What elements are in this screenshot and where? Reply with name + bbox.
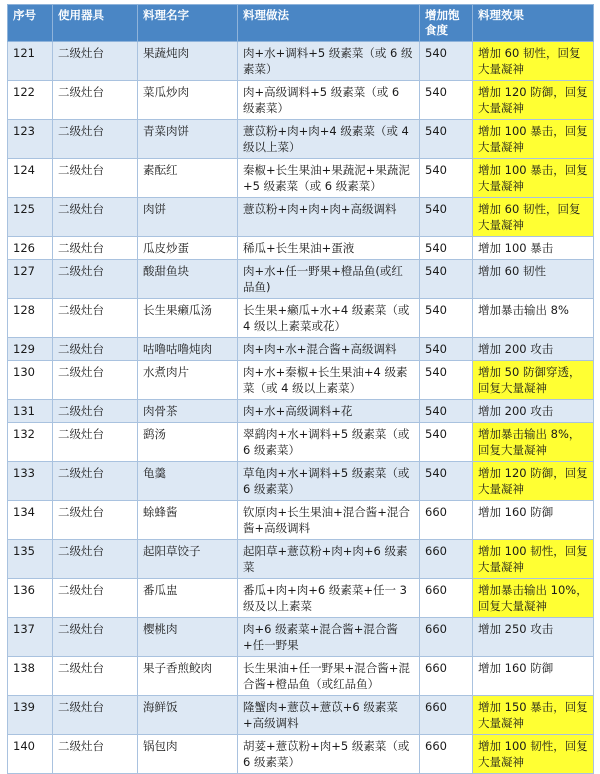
- cell-id: 125: [8, 198, 53, 237]
- cell-dish-name: 青菜肉饼: [138, 120, 238, 159]
- cell-id: 126: [8, 237, 53, 260]
- cell-effect: 增加 100 暴击，回复大量凝神: [473, 120, 594, 159]
- cell-id: 135: [8, 540, 53, 579]
- cell-effect: 增加 60 韧性，回复大量凝神: [473, 198, 594, 237]
- cell-effect: 增加暴击输出 8%，回复大量凝神: [473, 423, 594, 462]
- table-header-row: [8, 5, 594, 42]
- cell-tool: 二级灶台: [53, 260, 138, 299]
- cell-id: 140: [8, 735, 53, 774]
- cell-tool: 二级灶台: [53, 501, 138, 540]
- table-row: [8, 260, 594, 299]
- cell-recipe: 起阳草+薏苡粉+肉+肉+6 级素菜: [238, 540, 420, 579]
- cell-recipe: 番瓜+肉+肉+6 级素菜+任一 3 级及以上素菜: [238, 579, 420, 618]
- header-effect: 料理效果: [473, 5, 594, 42]
- cell-dish-name: 长生果癞瓜汤: [138, 299, 238, 338]
- cell-effect: 增加暴击输出 10%，回复大量凝神: [473, 579, 594, 618]
- cell-satiety: 660: [420, 540, 473, 579]
- cell-id: 129: [8, 338, 53, 361]
- cell-dish-name: 樱桃肉: [138, 618, 238, 657]
- table-row: [8, 338, 594, 361]
- cell-satiety: 540: [420, 198, 473, 237]
- table-row: [8, 462, 594, 501]
- cell-dish-name: 起阳草饺子: [138, 540, 238, 579]
- table-row: [8, 198, 594, 237]
- table-row: [8, 540, 594, 579]
- cell-recipe: 肉+高级调料+5 级素菜（或 6 级素菜）: [238, 81, 420, 120]
- cell-tool: 二级灶台: [53, 42, 138, 81]
- cell-recipe: 稀瓜+长生果油+蛋液: [238, 237, 420, 260]
- cell-tool: 二级灶台: [53, 618, 138, 657]
- recipe-table: [7, 4, 594, 774]
- cell-effect: 增加 60 韧性，回复大量凝神: [473, 42, 594, 81]
- cell-dish-name: 果蔬炖肉: [138, 42, 238, 81]
- cell-effect: 增加暴击输出 8%: [473, 299, 594, 338]
- cell-satiety: 660: [420, 696, 473, 735]
- table-row: [8, 159, 594, 198]
- cell-recipe: 薏苡粉+肉+肉+4 级素菜（或 4 级以上菜）: [238, 120, 420, 159]
- cell-dish-name: 番瓜盅: [138, 579, 238, 618]
- cell-recipe: 薏苡粉+肉+肉+肉+高级调料: [238, 198, 420, 237]
- cell-effect: 增加 120 防御，回复大量凝神: [473, 81, 594, 120]
- cell-recipe: 翠鹞肉+水+调料+5 级素菜（或 6 级素菜）: [238, 423, 420, 462]
- table-row: [8, 120, 594, 159]
- cell-tool: 二级灶台: [53, 237, 138, 260]
- table-row: [8, 423, 594, 462]
- cell-recipe: 隆蟹肉+薏苡+薏苡+6 级素菜+高级调料: [238, 696, 420, 735]
- table-row: [8, 696, 594, 735]
- cell-effect: 增加 200 攻击: [473, 338, 594, 361]
- table-row: [8, 501, 594, 540]
- cell-id: 136: [8, 579, 53, 618]
- cell-id: 130: [8, 361, 53, 400]
- cell-satiety: 660: [420, 579, 473, 618]
- cell-satiety: 660: [420, 735, 473, 774]
- cell-dish-name: 海鲜饭: [138, 696, 238, 735]
- cell-recipe: 肉+水+调料+5 级素菜（或 6 级素菜）: [238, 42, 420, 81]
- cell-effect: 增加 120 防御，回复大量凝神: [473, 462, 594, 501]
- header-recipe: 料理做法: [238, 5, 420, 42]
- cell-tool: 二级灶台: [53, 540, 138, 579]
- cell-effect: 增加 160 防御: [473, 501, 594, 540]
- cell-id: 131: [8, 400, 53, 423]
- cell-tool: 二级灶台: [53, 657, 138, 696]
- cell-id: 121: [8, 42, 53, 81]
- cell-dish-name: 果子香煎鲛肉: [138, 657, 238, 696]
- cell-satiety: 540: [420, 299, 473, 338]
- cell-recipe: 肉+水+任一野果+橙品鱼(或红品鱼): [238, 260, 420, 299]
- cell-recipe: 肉+水+高级调料+花: [238, 400, 420, 423]
- cell-id: 134: [8, 501, 53, 540]
- table-row: [8, 361, 594, 400]
- cell-dish-name: 锅包肉: [138, 735, 238, 774]
- cell-tool: 二级灶台: [53, 579, 138, 618]
- cell-id: 137: [8, 618, 53, 657]
- cell-satiety: 540: [420, 159, 473, 198]
- cell-id: 133: [8, 462, 53, 501]
- cell-satiety: 540: [420, 81, 473, 120]
- table-body: [8, 42, 594, 774]
- cell-dish-name: 肉饼: [138, 198, 238, 237]
- cell-tool: 二级灶台: [53, 400, 138, 423]
- cell-dish-name: 鹞汤: [138, 423, 238, 462]
- cell-dish-name: 蜍蜂酱: [138, 501, 238, 540]
- cell-satiety: 540: [420, 260, 473, 299]
- cell-tool: 二级灶台: [53, 696, 138, 735]
- cell-dish-name: 菜瓜炒肉: [138, 81, 238, 120]
- cell-satiety: 540: [420, 423, 473, 462]
- cell-tool: 二级灶台: [53, 120, 138, 159]
- cell-recipe: 长生果油+任一野果+混合酱+混合酱+橙品鱼（或红品鱼）: [238, 657, 420, 696]
- cell-recipe: 钦原肉+长生果油+混合酱+混合酱+高级调料: [238, 501, 420, 540]
- cell-id: 122: [8, 81, 53, 120]
- cell-recipe: 肉+肉+水+混合酱+高级调料: [238, 338, 420, 361]
- header-id: 序号: [8, 5, 53, 42]
- cell-recipe: 长生果+癞瓜+水+4 级素菜（或 4 级以上素菜或花）: [238, 299, 420, 338]
- cell-id: 123: [8, 120, 53, 159]
- cell-recipe: 草龟肉+水+调料+5 级素菜（或 6 级素菜）: [238, 462, 420, 501]
- cell-recipe: 肉+水+秦椒+长生果油+4 级素菜（或 4 级以上素菜）: [238, 361, 420, 400]
- cell-effect: 增加 50 防御穿透，回复大量凝神: [473, 361, 594, 400]
- cell-satiety: 540: [420, 42, 473, 81]
- cell-effect: 增加 150 暴击，回复大量凝神: [473, 696, 594, 735]
- table-row: [8, 618, 594, 657]
- cell-dish-name: 瓜皮炒蛋: [138, 237, 238, 260]
- cell-effect: 增加 160 防御: [473, 657, 594, 696]
- cell-tool: 二级灶台: [53, 338, 138, 361]
- cell-dish-name: 酸甜鱼块: [138, 260, 238, 299]
- cell-id: 124: [8, 159, 53, 198]
- table-row: [8, 237, 594, 260]
- cell-effect: 增加 100 暴击: [473, 237, 594, 260]
- cell-dish-name: 素酝红: [138, 159, 238, 198]
- table-row: [8, 42, 594, 81]
- cell-id: 139: [8, 696, 53, 735]
- cell-effect: 增加 200 攻击: [473, 400, 594, 423]
- cell-id: 127: [8, 260, 53, 299]
- cell-id: 138: [8, 657, 53, 696]
- cell-dish-name: 龟羹: [138, 462, 238, 501]
- cell-satiety: 540: [420, 120, 473, 159]
- cell-dish-name: 水煮肉片: [138, 361, 238, 400]
- cell-dish-name: 咕噜咕噜炖肉: [138, 338, 238, 361]
- cell-satiety: 660: [420, 501, 473, 540]
- cell-satiety: 660: [420, 618, 473, 657]
- cell-effect: 增加 100 暴击，回复大量凝神: [473, 159, 594, 198]
- cell-satiety: 540: [420, 338, 473, 361]
- cell-satiety: 540: [420, 237, 473, 260]
- header-tool: 使用器具: [53, 5, 138, 42]
- cell-satiety: 540: [420, 462, 473, 501]
- header-satiety: 增加饱食度: [420, 5, 473, 42]
- cell-satiety: 540: [420, 361, 473, 400]
- cell-recipe: 胡荽+薏苡粉+肉+5 级素菜（或 6 级素菜）: [238, 735, 420, 774]
- table-row: [8, 81, 594, 120]
- cell-effect: 增加 100 韧性，回复大量凝神: [473, 735, 594, 774]
- cell-tool: 二级灶台: [53, 423, 138, 462]
- header-dish-name: 料理名字: [138, 5, 238, 42]
- cell-tool: 二级灶台: [53, 735, 138, 774]
- cell-recipe: 肉+6 级素菜+混合酱+混合酱+任一野果: [238, 618, 420, 657]
- cell-tool: 二级灶台: [53, 198, 138, 237]
- cell-tool: 二级灶台: [53, 462, 138, 501]
- table-row: [8, 579, 594, 618]
- cell-satiety: 540: [420, 400, 473, 423]
- cell-recipe: 秦椒+长生果油+果蔬泥+果蔬泥+5 级素菜（或 6 级素菜）: [238, 159, 420, 198]
- table-row: [8, 657, 594, 696]
- cell-effect: 增加 60 韧性: [473, 260, 594, 299]
- cell-tool: 二级灶台: [53, 361, 138, 400]
- recipe-table-container: [7, 4, 593, 774]
- cell-dish-name: 肉骨茶: [138, 400, 238, 423]
- cell-id: 132: [8, 423, 53, 462]
- cell-tool: 二级灶台: [53, 159, 138, 198]
- cell-effect: 增加 100 韧性，回复大量凝神: [473, 540, 594, 579]
- cell-effect: 增加 250 攻击: [473, 618, 594, 657]
- cell-tool: 二级灶台: [53, 299, 138, 338]
- cell-satiety: 660: [420, 657, 473, 696]
- table-row: [8, 400, 594, 423]
- table-row: [8, 735, 594, 774]
- cell-tool: 二级灶台: [53, 81, 138, 120]
- table-row: [8, 299, 594, 338]
- cell-id: 128: [8, 299, 53, 338]
